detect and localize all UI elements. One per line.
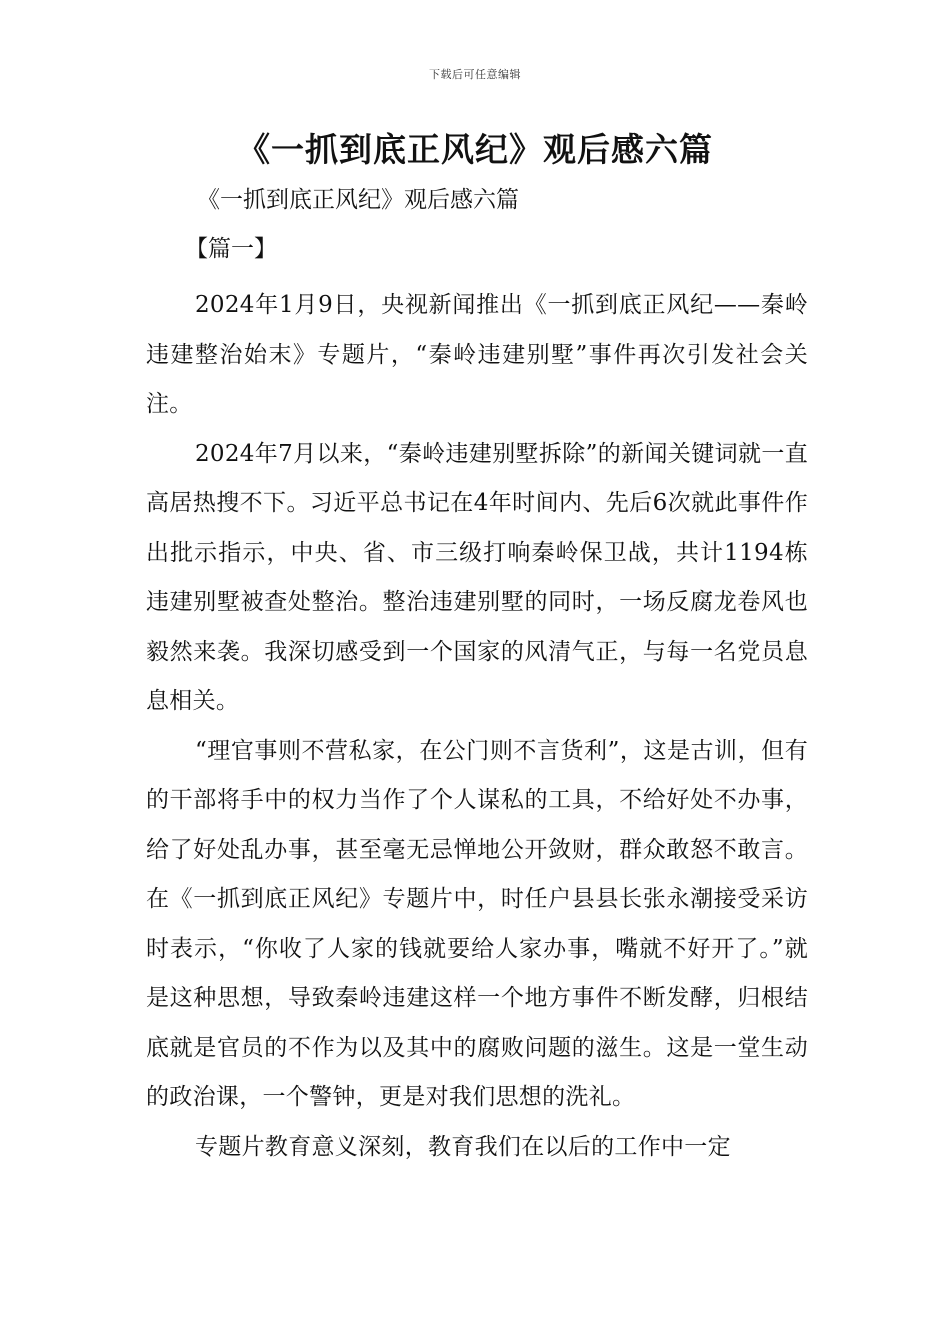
header-note: 下载后可任意编辑 xyxy=(429,68,521,81)
body-text xyxy=(146,281,808,1172)
document-subtitle: 《一抓到底正风纪》观后感六篇 xyxy=(197,187,519,213)
paragraph-3: “理官事则不营私家，在公门则不言货利”，这是古训，但有的干部将手中的权力当作了个人谋私的工具，不给好处不办事，给了好处乱办事，甚至毫无忌惮地公开敛财，群众敢怒不敢言。在《一抓到底正风纪》专题片中，时任户县县长张永潮接受采访时表示，“你收了人家的钱就要给人家办事，嘴就不好开了。”就是这种思想，导致秦岭违建这样一个地方事件不断发酵，归根结底就是官员的不作为以及其中的腐败问题的滋生。这是一堂生动的政治课，一个警钟，更是对我们思想的洗礼。 xyxy=(146,737,808,1110)
section-label: 【篇一】 xyxy=(185,236,277,262)
paragraph-1: 2024年1月9日，央视新闻推出《一抓到底正风纪——秦岭违建整治始末》专题片，“秦岭违建别墅”事件再次引发社会关注。 xyxy=(146,292,808,417)
paragraph-2: 2024年7月以来，“秦岭违建别墅拆除”的新闻关键词就一直高居热搜不下。习近平总书记在4年时间内、先后6次就此事件作出批示指示，中央、省、市三级打响秦岭保卫战，共计1194栋违建别墅被查处整治。整治违建别墅的同时，一场反腐龙卷风也毅然来袭。我深切感受到一个国家的风清气正，与每一名党员息息相关。 xyxy=(146,440,808,714)
document-title: 《一抓到底正风纪》观后感六篇 xyxy=(237,130,713,169)
paragraph-4: 专题片教育意义深刻，教育我们在以后的工作中一定 xyxy=(195,1133,731,1160)
